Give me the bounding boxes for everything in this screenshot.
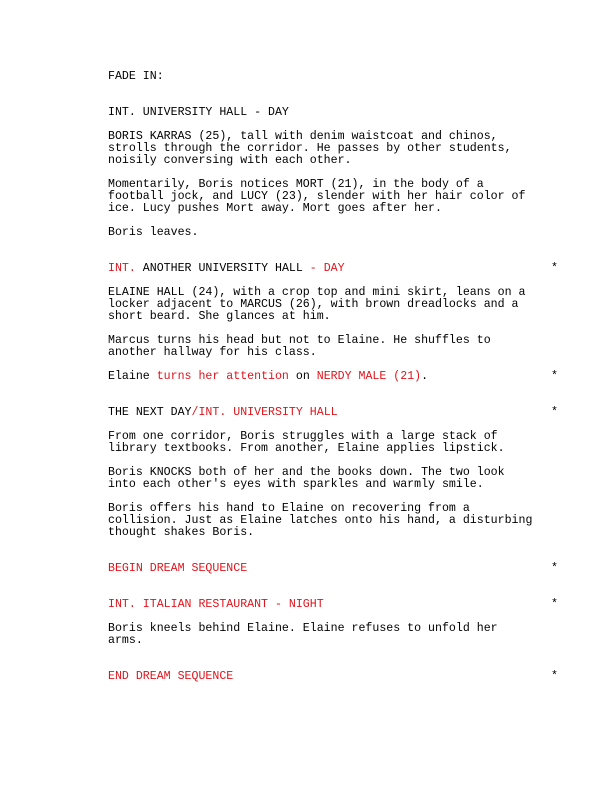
action-line: noisily conversing with each other.: [108, 154, 352, 167]
action-line: short beard. She glances at him.: [108, 310, 331, 323]
action-line: Boris KNOCKS both of her and the books down. The two look: [108, 466, 505, 479]
action-line: Boris offers his hand to Elaine on recovering from a: [108, 502, 470, 515]
scene-heading: INT. UNIVERSITY HALL - DAY: [108, 106, 289, 119]
action-line: From one corridor, Boris struggles with a large stack of: [108, 430, 498, 443]
text-segment: .: [421, 370, 429, 383]
heading-text: THE NEXT DAY: [108, 406, 192, 419]
action-line: another hallway for his class.: [108, 346, 317, 359]
action-line: library textbooks. From another, Elaine applies lipstick.: [108, 442, 505, 455]
action-line: ice. Lucy pushes Mort away. Mort goes after her.: [108, 202, 442, 215]
dream-sequence-begin: BEGIN DREAM SEQUENCE: [108, 562, 248, 575]
action-line: [108, 371, 428, 383]
action-line: strolls through the corridor. He passes by other students,: [108, 142, 512, 155]
action-line: collision. Just as Elaine latches onto his hand, a disturbing: [108, 514, 533, 527]
revised-text: INT.: [108, 262, 136, 275]
action-line: Momentarily, Boris notices MORT (21), in the body of a: [108, 178, 484, 191]
action-line: ELAINE HALL (24), with a crop top and mini skirt, leans on a: [108, 286, 526, 299]
action-line: Boris kneels behind Elaine. Elaine refuses to unfold her: [108, 622, 498, 635]
scene-heading: INT. ITALIAN RESTAURANT - NIGHT: [108, 598, 324, 611]
revised-text: NERDY MALE (21): [316, 370, 422, 383]
dream-sequence-end: END DREAM SEQUENCE: [108, 670, 234, 683]
action-line: Boris leaves.: [108, 226, 199, 239]
revised-text: /INT. UNIVERSITY HALL: [191, 406, 338, 419]
revision-asterisk: *: [551, 406, 558, 419]
revision-asterisk: *: [551, 670, 558, 683]
revision-asterisk: *: [551, 370, 558, 383]
action-line: arms.: [108, 634, 143, 647]
action-line: football jock, and LUCY (23), slender with her hair color of: [108, 190, 526, 203]
action-line: Marcus turns his head but not to Elaine. He shuffles to: [108, 334, 491, 347]
revised-text: - DAY: [302, 262, 345, 275]
revision-asterisk: *: [551, 562, 558, 575]
action-line: into each other's eyes with sparkles and warmly smile.: [108, 478, 484, 491]
revision-asterisk: *: [551, 262, 558, 275]
revision-asterisk: *: [551, 598, 558, 611]
text-segment: Elaine: [108, 370, 157, 383]
scene-heading: [108, 407, 338, 419]
revised-text: turns her attention: [156, 370, 289, 383]
action-line: BORIS KARRAS (25), tall with denim waistcoat and chinos,: [108, 130, 498, 143]
text-segment: on: [288, 370, 317, 383]
transition-fade-in: FADE IN:: [108, 70, 164, 83]
action-line: locker adjacent to MARCUS (26), with brown dreadlocks and a: [108, 298, 519, 311]
action-line: thought shakes Boris.: [108, 526, 255, 539]
heading-text: ANOTHER UNIVERSITY HALL: [135, 262, 303, 275]
scene-heading: [108, 263, 345, 275]
